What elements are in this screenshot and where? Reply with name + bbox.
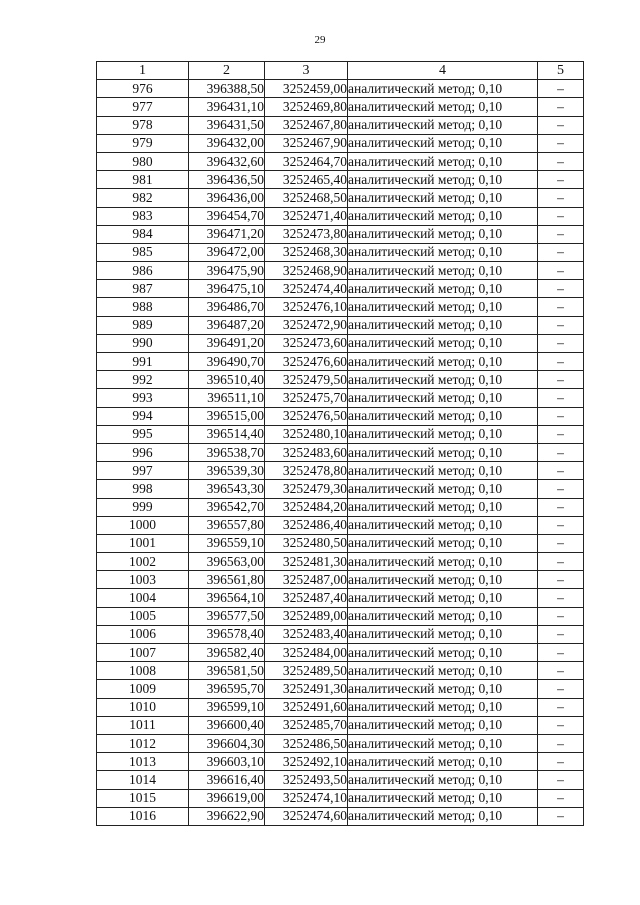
y-coordinate-cell: 3252487,00 — [265, 571, 348, 589]
x-coordinate-cell: 396472,00 — [189, 243, 265, 261]
coordinates-table — [96, 61, 584, 826]
note-cell: – — [538, 498, 584, 516]
method-accuracy-cell: аналитический метод; 0,10 — [348, 443, 538, 461]
y-coordinate-cell: 3252468,30 — [265, 243, 348, 261]
x-coordinate-cell: 396578,40 — [189, 625, 265, 643]
table-row — [97, 243, 584, 261]
y-coordinate-cell: 3252471,40 — [265, 207, 348, 225]
column-header-2: 2 — [189, 62, 265, 80]
table-row — [97, 734, 584, 752]
y-coordinate-cell: 3252486,50 — [265, 734, 348, 752]
table-row — [97, 407, 584, 425]
note-cell: – — [538, 80, 584, 98]
method-accuracy-cell: аналитический метод; 0,10 — [348, 262, 538, 280]
column-header-5: 5 — [538, 62, 584, 80]
x-coordinate-cell: 396600,40 — [189, 716, 265, 734]
x-coordinate-cell: 396436,50 — [189, 171, 265, 189]
note-cell: – — [538, 698, 584, 716]
table-row — [97, 662, 584, 680]
method-accuracy-cell: аналитический метод; 0,10 — [348, 425, 538, 443]
table-row — [97, 443, 584, 461]
x-coordinate-cell: 396432,00 — [189, 134, 265, 152]
x-coordinate-cell: 396599,10 — [189, 698, 265, 716]
method-accuracy-cell: аналитический метод; 0,10 — [348, 225, 538, 243]
method-accuracy-cell: аналитический метод; 0,10 — [348, 680, 538, 698]
note-cell: – — [538, 553, 584, 571]
point-number-cell: 1004 — [97, 589, 189, 607]
y-coordinate-cell: 3252476,60 — [265, 353, 348, 371]
table-row — [97, 516, 584, 534]
point-number-cell: 997 — [97, 462, 189, 480]
method-accuracy-cell: аналитический метод; 0,10 — [348, 152, 538, 170]
note-cell: – — [538, 152, 584, 170]
table-header-row — [97, 62, 584, 80]
table-row — [97, 207, 584, 225]
table-row — [97, 589, 584, 607]
x-coordinate-cell: 396577,50 — [189, 607, 265, 625]
table-row — [97, 316, 584, 334]
point-number-cell: 1008 — [97, 662, 189, 680]
y-coordinate-cell: 3252467,80 — [265, 116, 348, 134]
note-cell: – — [538, 189, 584, 207]
y-coordinate-cell: 3252465,40 — [265, 171, 348, 189]
method-accuracy-cell: аналитический метод; 0,10 — [348, 80, 538, 98]
y-coordinate-cell: 3252479,30 — [265, 480, 348, 498]
column-header-1: 1 — [97, 62, 189, 80]
table-row — [97, 644, 584, 662]
table-row — [97, 607, 584, 625]
note-cell: – — [538, 98, 584, 116]
table-row — [97, 98, 584, 116]
note-cell: – — [538, 771, 584, 789]
note-cell: – — [538, 734, 584, 752]
point-number-cell: 999 — [97, 498, 189, 516]
x-coordinate-cell: 396490,70 — [189, 353, 265, 371]
note-cell: – — [538, 262, 584, 280]
point-number-cell: 992 — [97, 371, 189, 389]
x-coordinate-cell: 396487,20 — [189, 316, 265, 334]
table-row — [97, 571, 584, 589]
point-number-cell: 986 — [97, 262, 189, 280]
point-number-cell: 977 — [97, 98, 189, 116]
method-accuracy-cell: аналитический метод; 0,10 — [348, 698, 538, 716]
table-row — [97, 116, 584, 134]
y-coordinate-cell: 3252489,00 — [265, 607, 348, 625]
column-header-3: 3 — [265, 62, 348, 80]
y-coordinate-cell: 3252493,50 — [265, 771, 348, 789]
table-row — [97, 389, 584, 407]
point-number-cell: 1015 — [97, 789, 189, 807]
point-number-cell: 980 — [97, 152, 189, 170]
y-coordinate-cell: 3252480,10 — [265, 425, 348, 443]
y-coordinate-cell: 3252476,50 — [265, 407, 348, 425]
y-coordinate-cell: 3252468,90 — [265, 262, 348, 280]
point-number-cell: 1014 — [97, 771, 189, 789]
method-accuracy-cell: аналитический метод; 0,10 — [348, 734, 538, 752]
x-coordinate-cell: 396539,30 — [189, 462, 265, 480]
table-body — [97, 80, 584, 826]
table-row — [97, 680, 584, 698]
table-row — [97, 789, 584, 807]
x-coordinate-cell: 396475,10 — [189, 280, 265, 298]
x-coordinate-cell: 396454,70 — [189, 207, 265, 225]
point-number-cell: 991 — [97, 353, 189, 371]
point-number-cell: 998 — [97, 480, 189, 498]
method-accuracy-cell: аналитический метод; 0,10 — [348, 171, 538, 189]
point-number-cell: 1011 — [97, 716, 189, 734]
y-coordinate-cell: 3252483,60 — [265, 443, 348, 461]
x-coordinate-cell: 396581,50 — [189, 662, 265, 680]
y-coordinate-cell: 3252474,40 — [265, 280, 348, 298]
point-number-cell: 976 — [97, 80, 189, 98]
point-number-cell: 981 — [97, 171, 189, 189]
note-cell: – — [538, 516, 584, 534]
x-coordinate-cell: 396543,30 — [189, 480, 265, 498]
method-accuracy-cell: аналитический метод; 0,10 — [348, 134, 538, 152]
x-coordinate-cell: 396475,90 — [189, 262, 265, 280]
note-cell: – — [538, 644, 584, 662]
x-coordinate-cell: 396511,10 — [189, 389, 265, 407]
y-coordinate-cell: 3252480,50 — [265, 534, 348, 552]
point-number-cell: 989 — [97, 316, 189, 334]
y-coordinate-cell: 3252468,50 — [265, 189, 348, 207]
method-accuracy-cell: аналитический метод; 0,10 — [348, 98, 538, 116]
method-accuracy-cell: аналитический метод; 0,10 — [348, 771, 538, 789]
method-accuracy-cell: аналитический метод; 0,10 — [348, 571, 538, 589]
y-coordinate-cell: 3252472,90 — [265, 316, 348, 334]
x-coordinate-cell: 396431,10 — [189, 98, 265, 116]
y-coordinate-cell: 3252484,00 — [265, 644, 348, 662]
y-coordinate-cell: 3252474,60 — [265, 807, 348, 825]
table-row — [97, 152, 584, 170]
note-cell: – — [538, 407, 584, 425]
point-number-cell: 1016 — [97, 807, 189, 825]
y-coordinate-cell: 3252475,70 — [265, 389, 348, 407]
x-coordinate-cell: 396622,90 — [189, 807, 265, 825]
note-cell: – — [538, 625, 584, 643]
table-row — [97, 425, 584, 443]
note-cell: – — [538, 680, 584, 698]
method-accuracy-cell: аналитический метод; 0,10 — [348, 116, 538, 134]
x-coordinate-cell: 396564,10 — [189, 589, 265, 607]
method-accuracy-cell: аналитический метод; 0,10 — [348, 789, 538, 807]
method-accuracy-cell: аналитический метод; 0,10 — [348, 589, 538, 607]
point-number-cell: 1006 — [97, 625, 189, 643]
column-header-4: 4 — [348, 62, 538, 80]
table-row — [97, 807, 584, 825]
note-cell: – — [538, 225, 584, 243]
y-coordinate-cell: 3252486,40 — [265, 516, 348, 534]
table-row — [97, 225, 584, 243]
point-number-cell: 983 — [97, 207, 189, 225]
point-number-cell: 1009 — [97, 680, 189, 698]
method-accuracy-cell: аналитический метод; 0,10 — [348, 462, 538, 480]
x-coordinate-cell: 396603,10 — [189, 753, 265, 771]
note-cell: – — [538, 789, 584, 807]
method-accuracy-cell: аналитический метод; 0,10 — [348, 207, 538, 225]
x-coordinate-cell: 396515,00 — [189, 407, 265, 425]
y-coordinate-cell: 3252483,40 — [265, 625, 348, 643]
point-number-cell: 1002 — [97, 553, 189, 571]
y-coordinate-cell: 3252491,30 — [265, 680, 348, 698]
table-row — [97, 534, 584, 552]
y-coordinate-cell: 3252478,80 — [265, 462, 348, 480]
table-row — [97, 625, 584, 643]
x-coordinate-cell: 396559,10 — [189, 534, 265, 552]
method-accuracy-cell: аналитический метод; 0,10 — [348, 243, 538, 261]
x-coordinate-cell: 396595,70 — [189, 680, 265, 698]
point-number-cell: 982 — [97, 189, 189, 207]
y-coordinate-cell: 3252474,10 — [265, 789, 348, 807]
table-row — [97, 353, 584, 371]
table-row — [97, 462, 584, 480]
x-coordinate-cell: 396432,60 — [189, 152, 265, 170]
method-accuracy-cell: аналитический метод; 0,10 — [348, 480, 538, 498]
note-cell: – — [538, 807, 584, 825]
x-coordinate-cell: 396538,70 — [189, 443, 265, 461]
x-coordinate-cell: 396486,70 — [189, 298, 265, 316]
y-coordinate-cell: 3252469,80 — [265, 98, 348, 116]
method-accuracy-cell: аналитический метод; 0,10 — [348, 644, 538, 662]
point-number-cell: 996 — [97, 443, 189, 461]
point-number-cell: 1000 — [97, 516, 189, 534]
table-row — [97, 553, 584, 571]
point-number-cell: 995 — [97, 425, 189, 443]
method-accuracy-cell: аналитический метод; 0,10 — [348, 334, 538, 352]
method-accuracy-cell: аналитический метод; 0,10 — [348, 625, 538, 643]
table-row — [97, 771, 584, 789]
method-accuracy-cell: аналитический метод; 0,10 — [348, 553, 538, 571]
y-coordinate-cell: 3252484,20 — [265, 498, 348, 516]
table-row — [97, 298, 584, 316]
method-accuracy-cell: аналитический метод; 0,10 — [348, 516, 538, 534]
method-accuracy-cell: аналитический метод; 0,10 — [348, 807, 538, 825]
point-number-cell: 979 — [97, 134, 189, 152]
point-number-cell: 1010 — [97, 698, 189, 716]
point-number-cell: 978 — [97, 116, 189, 134]
x-coordinate-cell: 396563,00 — [189, 553, 265, 571]
y-coordinate-cell: 3252473,80 — [265, 225, 348, 243]
method-accuracy-cell: аналитический метод; 0,10 — [348, 407, 538, 425]
note-cell: – — [538, 425, 584, 443]
note-cell: – — [538, 334, 584, 352]
method-accuracy-cell: аналитический метод; 0,10 — [348, 753, 538, 771]
table-row — [97, 262, 584, 280]
point-number-cell: 1001 — [97, 534, 189, 552]
point-number-cell: 1013 — [97, 753, 189, 771]
note-cell: – — [538, 462, 584, 480]
note-cell: – — [538, 571, 584, 589]
point-number-cell: 984 — [97, 225, 189, 243]
note-cell: – — [538, 389, 584, 407]
x-coordinate-cell: 396561,80 — [189, 571, 265, 589]
method-accuracy-cell: аналитический метод; 0,10 — [348, 189, 538, 207]
note-cell: – — [538, 353, 584, 371]
y-coordinate-cell: 3252485,70 — [265, 716, 348, 734]
y-coordinate-cell: 3252487,40 — [265, 589, 348, 607]
note-cell: – — [538, 753, 584, 771]
x-coordinate-cell: 396431,50 — [189, 116, 265, 134]
x-coordinate-cell: 396557,80 — [189, 516, 265, 534]
point-number-cell: 987 — [97, 280, 189, 298]
note-cell: – — [538, 716, 584, 734]
point-number-cell: 985 — [97, 243, 189, 261]
method-accuracy-cell: аналитический метод; 0,10 — [348, 607, 538, 625]
y-coordinate-cell: 3252467,90 — [265, 134, 348, 152]
table-row — [97, 134, 584, 152]
y-coordinate-cell: 3252479,50 — [265, 371, 348, 389]
table-row — [97, 498, 584, 516]
note-cell: – — [538, 207, 584, 225]
point-number-cell: 1012 — [97, 734, 189, 752]
x-coordinate-cell: 396582,40 — [189, 644, 265, 662]
x-coordinate-cell: 396510,40 — [189, 371, 265, 389]
y-coordinate-cell: 3252491,60 — [265, 698, 348, 716]
method-accuracy-cell: аналитический метод; 0,10 — [348, 280, 538, 298]
table-row — [97, 480, 584, 498]
point-number-cell: 1007 — [97, 644, 189, 662]
point-number-cell: 994 — [97, 407, 189, 425]
note-cell: – — [538, 280, 584, 298]
table-row — [97, 753, 584, 771]
method-accuracy-cell: аналитический метод; 0,10 — [348, 389, 538, 407]
method-accuracy-cell: аналитический метод; 0,10 — [348, 298, 538, 316]
method-accuracy-cell: аналитический метод; 0,10 — [348, 498, 538, 516]
method-accuracy-cell: аналитический метод; 0,10 — [348, 662, 538, 680]
point-number-cell: 988 — [97, 298, 189, 316]
page-number: 29 — [314, 34, 326, 46]
note-cell: – — [538, 171, 584, 189]
method-accuracy-cell: аналитический метод; 0,10 — [348, 534, 538, 552]
table-row — [97, 334, 584, 352]
note-cell: – — [538, 534, 584, 552]
note-cell: – — [538, 243, 584, 261]
method-accuracy-cell: аналитический метод; 0,10 — [348, 716, 538, 734]
point-number-cell: 1003 — [97, 571, 189, 589]
table-row — [97, 371, 584, 389]
x-coordinate-cell: 396491,20 — [189, 334, 265, 352]
y-coordinate-cell: 3252489,50 — [265, 662, 348, 680]
table-row — [97, 698, 584, 716]
note-cell: – — [538, 662, 584, 680]
table-row — [97, 80, 584, 98]
table-row — [97, 280, 584, 298]
y-coordinate-cell: 3252464,70 — [265, 152, 348, 170]
note-cell: – — [538, 443, 584, 461]
note-cell: – — [538, 316, 584, 334]
note-cell: – — [538, 134, 584, 152]
x-coordinate-cell: 396388,50 — [189, 80, 265, 98]
x-coordinate-cell: 396616,40 — [189, 771, 265, 789]
point-number-cell: 990 — [97, 334, 189, 352]
y-coordinate-cell: 3252492,10 — [265, 753, 348, 771]
point-number-cell: 1005 — [97, 607, 189, 625]
y-coordinate-cell: 3252459,00 — [265, 80, 348, 98]
method-accuracy-cell: аналитический метод; 0,10 — [348, 371, 538, 389]
note-cell: – — [538, 589, 584, 607]
point-number-cell: 993 — [97, 389, 189, 407]
note-cell: – — [538, 371, 584, 389]
x-coordinate-cell: 396514,40 — [189, 425, 265, 443]
x-coordinate-cell: 396471,20 — [189, 225, 265, 243]
x-coordinate-cell: 396542,70 — [189, 498, 265, 516]
table-row — [97, 716, 584, 734]
note-cell: – — [538, 298, 584, 316]
y-coordinate-cell: 3252481,30 — [265, 553, 348, 571]
note-cell: – — [538, 116, 584, 134]
method-accuracy-cell: аналитический метод; 0,10 — [348, 316, 538, 334]
x-coordinate-cell: 396604,30 — [189, 734, 265, 752]
table-row — [97, 189, 584, 207]
note-cell: – — [538, 607, 584, 625]
x-coordinate-cell: 396619,00 — [189, 789, 265, 807]
x-coordinate-cell: 396436,00 — [189, 189, 265, 207]
y-coordinate-cell: 3252473,60 — [265, 334, 348, 352]
method-accuracy-cell: аналитический метод; 0,10 — [348, 353, 538, 371]
y-coordinate-cell: 3252476,10 — [265, 298, 348, 316]
table-row — [97, 171, 584, 189]
note-cell: – — [538, 480, 584, 498]
